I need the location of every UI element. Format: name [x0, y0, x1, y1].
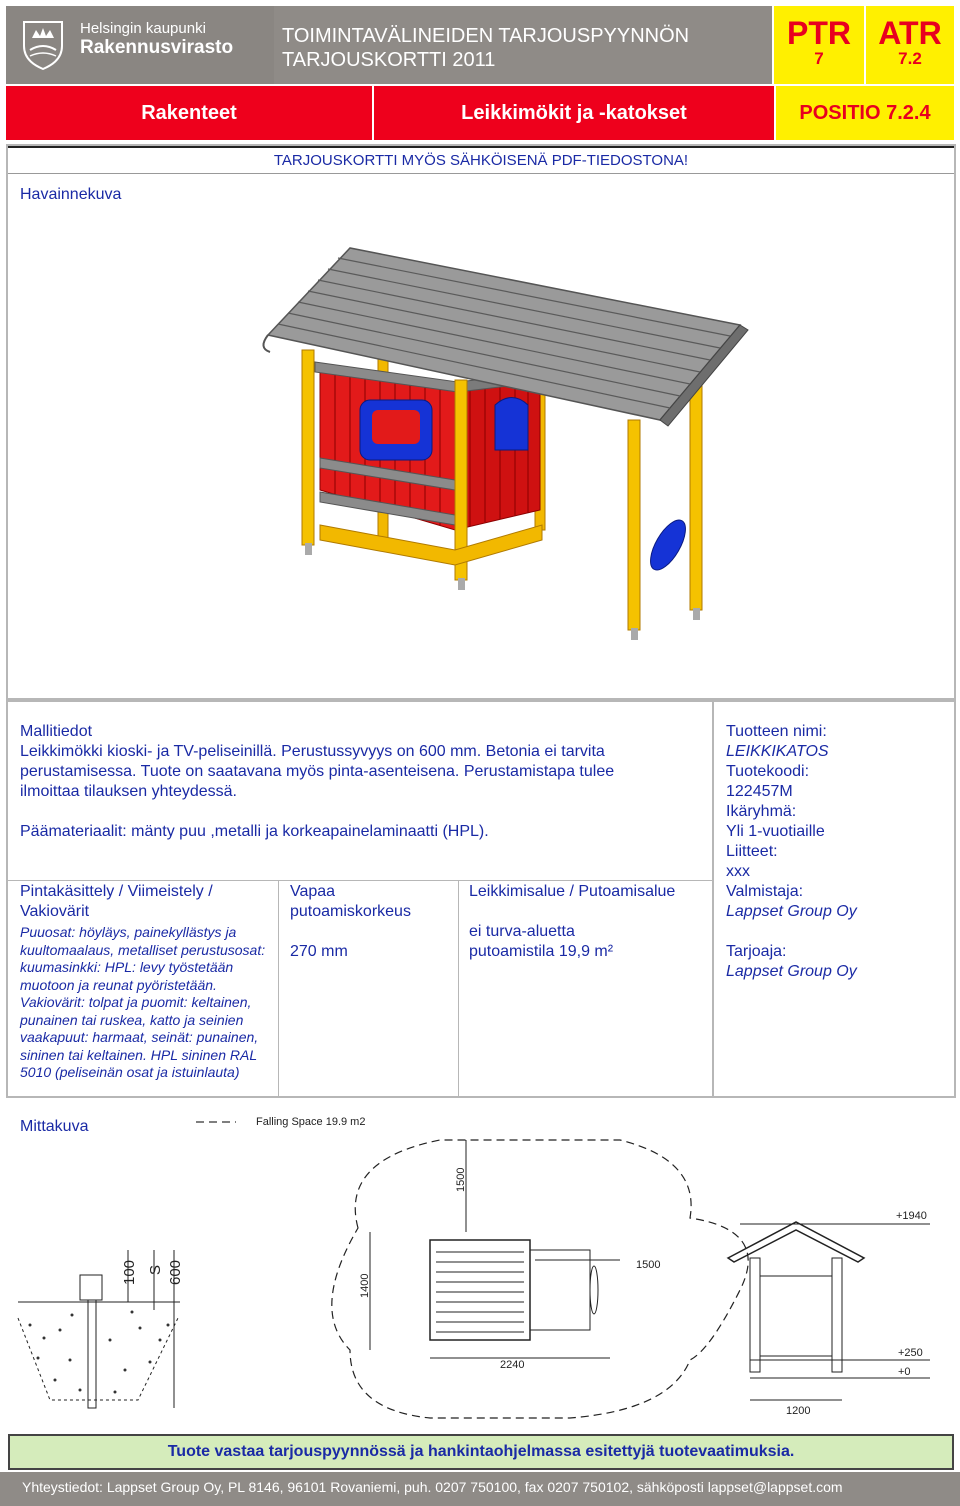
- product-code-value: 122457M: [726, 783, 793, 800]
- dim-1200: 1200: [786, 1405, 811, 1417]
- contact-footer: Yhteystiedot: Lappset Group Oy, PL 8146, 96101 Rovaniemi, puh. 0207 750100, fax 0207 750102, sähköposti lappset@lappset.com: [0, 1472, 960, 1506]
- atr-label: ATR: [878, 15, 942, 51]
- column-divider: [278, 880, 279, 1098]
- dim-1500-top: 1500: [455, 1167, 467, 1192]
- model-info-heading: Mallitiedot: [20, 723, 93, 740]
- attachments-label: Liitteet:: [726, 843, 778, 860]
- dim-100: 100: [121, 1259, 138, 1285]
- product-code-label: Tuotekoodi:: [726, 763, 810, 780]
- fall-height-block: [290, 882, 450, 962]
- organization-logo-text: [80, 20, 233, 59]
- finish-text: Puuosat: höyläys, painekyllästys ja kuultomaalaus, metalliset perustusosat: kuumasinkki: HPL: levy työstetään muotoon ja reunat pyöristetään. Vakiovärit: tolpat ja puomit: keltainen, punainen tai ruskea, katto ja seinien vaakapuut: harmaat, seinät: punainen, sininen tai keltainen. HPL sininen RAL 5010 (peliseinän osat ja istuinlauta): [20, 924, 266, 1080]
- subcategory-cell: [374, 86, 774, 140]
- pdf-notice: TARJOUSKORTTI MYÖS SÄHKÖISENÄ PDF-TIEDOSTONA!: [8, 146, 954, 174]
- plan-view: [332, 1140, 748, 1418]
- logo-city: Helsingin kaupunki: [80, 20, 206, 37]
- model-info-block: [20, 722, 660, 842]
- play-area-line1: ei turva-aluetta: [469, 923, 575, 940]
- bidder-label: Tarjoaja:: [726, 943, 787, 960]
- play-area-line2: putoamistila 19,9 m²: [469, 943, 614, 960]
- playhouse-illustration: [250, 240, 750, 640]
- attachments-value: xxx: [726, 863, 750, 880]
- atr-value: 7.2: [898, 49, 922, 68]
- position-cell: [776, 86, 954, 140]
- document-title-line1: TOIMINTAVÄLINEIDEN TARJOUSPYYNNÖN: [282, 25, 690, 47]
- age-group-value: Yli 1-vuotiaille: [726, 823, 825, 840]
- category-cell: [6, 86, 372, 140]
- atr-code-box: [864, 6, 954, 84]
- requirements-footer: Tuote vastaa tarjouspyynnössä ja hankintaohjelmassa esitettyjä tuotevaatimuksia.: [8, 1434, 954, 1470]
- dim-1500-right: 1500: [636, 1259, 661, 1271]
- dim-2240: 2240: [500, 1359, 525, 1371]
- fall-height-heading: Vapaa putoamiskorkeus: [290, 883, 411, 920]
- position-label: POSITIO 7.2.4: [799, 102, 931, 124]
- age-group-label: Ikäryhmä:: [726, 803, 797, 820]
- elev-1940: +1940: [896, 1210, 927, 1222]
- document-title-line2: TARJOUSKORTTI 2011: [282, 49, 496, 71]
- dim-s: S: [147, 1264, 164, 1275]
- ptr-label: PTR: [787, 15, 851, 51]
- row-divider: [6, 880, 714, 881]
- manufacturer-label: Valmistaja:: [726, 883, 804, 900]
- legend-text: Falling Space 19.9 m2: [256, 1116, 366, 1128]
- fall-height-value: 270 mm: [290, 943, 348, 960]
- foundation-section: [18, 1250, 184, 1408]
- finish-heading: Pintakäsittely / Viimeistely / Vakiovärit: [20, 883, 213, 920]
- product-block: [726, 722, 946, 982]
- logo-department: Rakennusvirasto: [80, 37, 234, 58]
- column-divider: [458, 880, 459, 1098]
- document-title: [282, 24, 762, 72]
- manufacturer-value: Lappset Group Oy: [726, 903, 857, 920]
- city-crest-icon: [22, 20, 64, 70]
- drawing-label: Mittakuva: [20, 1118, 89, 1135]
- product-name-value: LEIKKIKATOS: [726, 743, 829, 760]
- bidder-value: Lappset Group Oy: [726, 963, 857, 980]
- model-info-description: Leikkimökki kioski- ja TV-peliseinillä. Perustussyvyys on 600 mm. Betonia ei tarvita perustamisessa. Tuote on saatavana myös pinta-asenteisena. Perustamistapa tulee ilmoittaa tilauksen yhteydessä.: [20, 743, 615, 800]
- finish-block: [20, 882, 270, 1082]
- elevation-view: [728, 1210, 930, 1417]
- dim-1400: 1400: [359, 1273, 371, 1298]
- product-name-label: Tuotteen nimi:: [726, 723, 827, 740]
- ptr-value: 7: [814, 49, 824, 68]
- elev-250: +250: [898, 1347, 923, 1359]
- play-area-heading: Leikkimisalue / Putoamisalue: [469, 883, 676, 900]
- model-info-materials: Päämateriaalit: mänty puu ,metalli ja korkeapainelaminaatti (HPL).: [20, 823, 489, 840]
- dim-600: 600: [167, 1259, 184, 1285]
- elev-0: +0: [898, 1366, 911, 1378]
- illustration-label: Havainnekuva: [20, 186, 122, 203]
- subcategory-label: Leikkimökit ja -katokset: [461, 102, 687, 124]
- category-label: Rakenteet: [141, 102, 237, 124]
- ptr-code-box: [772, 6, 864, 84]
- technical-drawing: [10, 1100, 950, 1430]
- play-area-block: [469, 882, 709, 962]
